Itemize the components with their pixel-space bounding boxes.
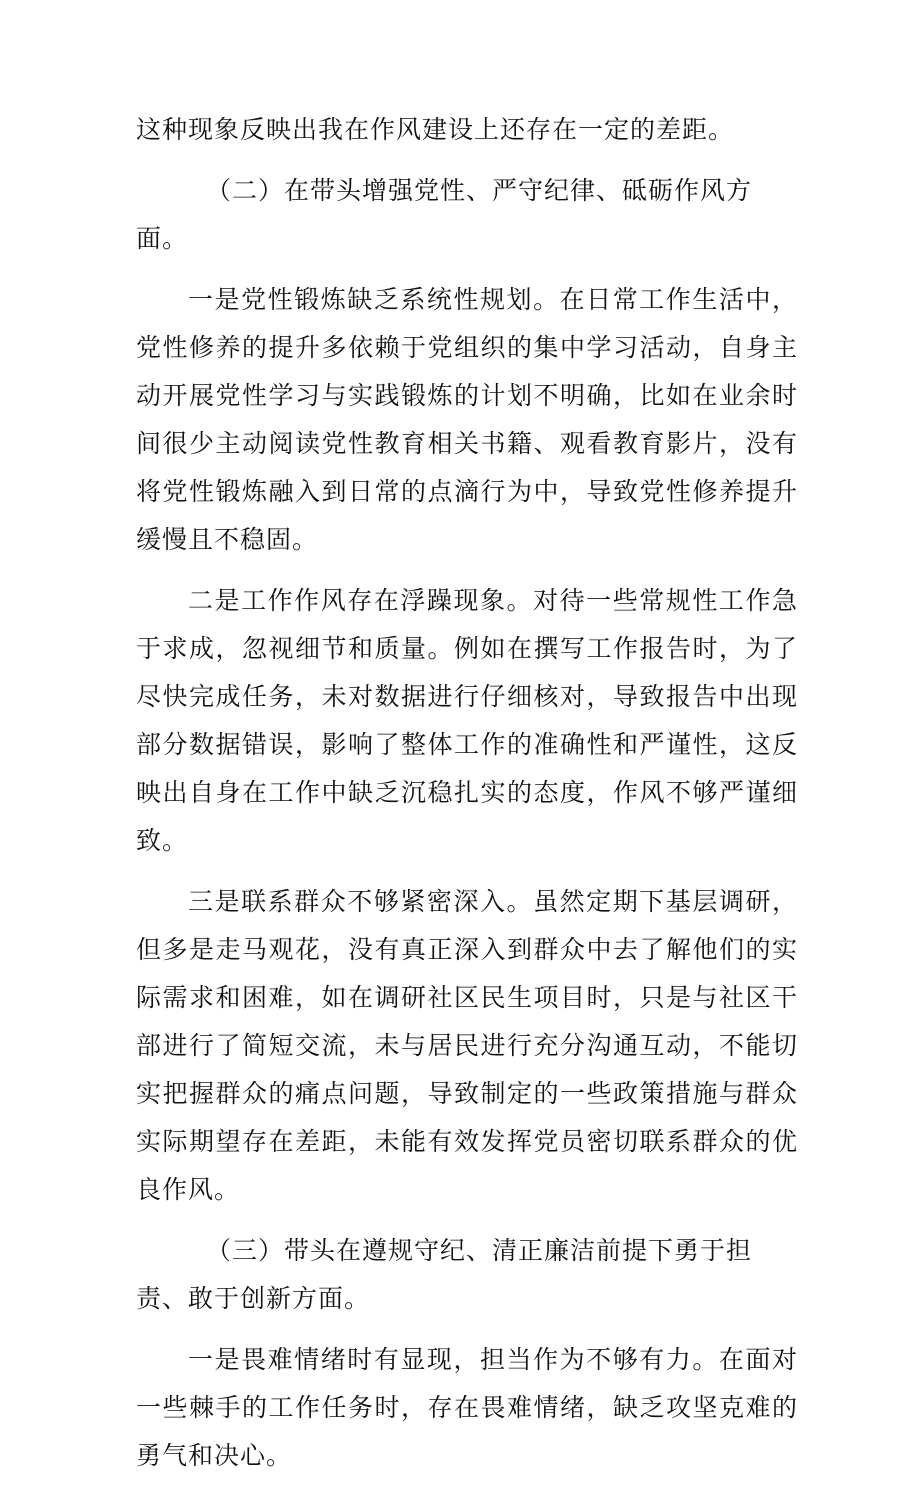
continuation-paragraph: 这种现象反映出我在作风建设上还存在一定的差距。 (136, 115, 735, 144)
section-2-paragraph-2: 二是工作作风存在浮躁现象。对待一些常规性工作急于求成，忽视细节和质量。例如在撰写工作报告时，为了尽快完成任务，未对数据进行仔细核对，导致报告中出现部分数据错误，影响了整体工作的准确性和严谨性，这反映出自身在工作中缺乏沉稳扎实的态度，作风不够严谨细致。 (136, 586, 798, 855)
section-2-paragraph-1: 一是党性锻炼缺乏系统性规划。在日常工作生活中，党性修养的提升多依赖于党组织的集中学习活动，自身主动开展党性学习与实践锻炼的计划不明确，比如在业余时间很少主动阅读党性教育相关书籍、观看教育影片，没有将党性锻炼融入到日常的点滴行为中，导致党性修养提升缓慢且不稳固。 (136, 285, 798, 554)
document-body (136, 106, 798, 1493)
section-2-paragraph-3: 三是联系群众不够紧密深入。虽然定期下基层调研，但多是走马观花，没有真正深入到群众中去了解他们的实际需求和困难，如在调研社区民生项目时，只是与社区干部进行了简短交流，未与居民进行充分沟通互动，不能切实把握群众的痛点问题，导致制定的一些政策措施与群众实际期望存在差距，未能有效发挥党员密切联系群众的优良作风。 (136, 887, 798, 1204)
section-3-heading: （三）带头在遵规守纪、清正廉洁前提下勇于担责、敢于创新方面。 (136, 1236, 753, 1313)
section-3-paragraph-1: 一是畏难情绪时有显现，担当作为不够有力。在面对一些棘手的工作任务时，存在畏难情绪，缺乏攻坚克难的勇气和决心。 (136, 1345, 798, 1470)
section-2-heading: （二）在带头增强党性、严守纪律、砥砺作风方面。 (136, 176, 753, 253)
